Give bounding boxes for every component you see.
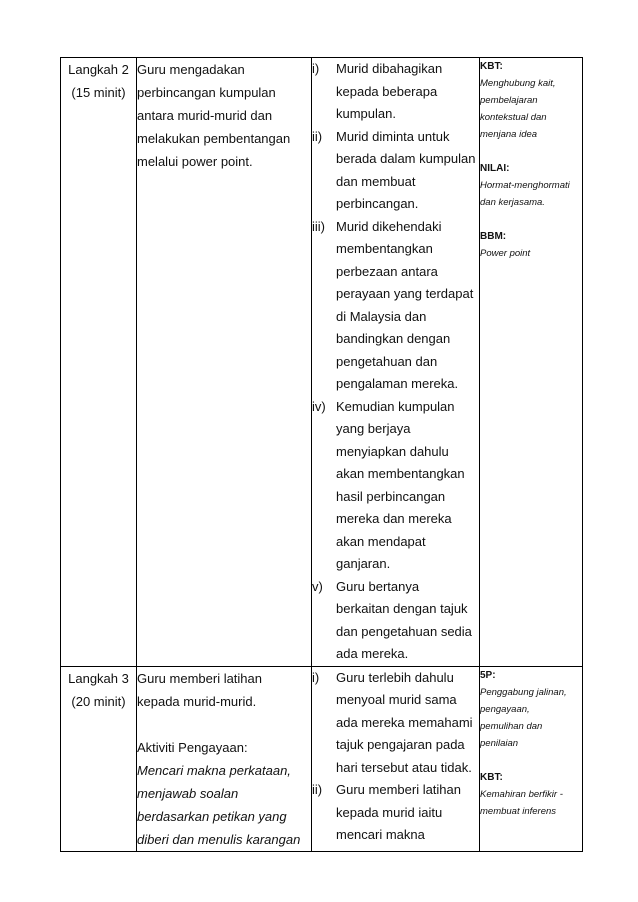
note-heading: 5P: [480,669,496,681]
step-time: (20 minit) [71,693,126,709]
activity-line: Murid dibahagikan [336,61,443,76]
note-line: Power point [480,248,531,259]
enrichment-line: menjawab soalan [137,785,239,801]
enrichment-line: Mencari makna perkataan, [137,762,291,778]
description-line: melalui power point. [137,154,253,169]
description-line: antara murid-murid dan [137,108,273,123]
activity-line: menyiapkan dahulu [336,443,449,459]
activity-line: ganjaran. [336,556,391,571]
lesson-plan-table [60,57,583,852]
table-row [61,666,583,851]
description-line: Guru memberi latihan [137,670,262,686]
activity-line: Guru bertanya [336,578,420,594]
activity-line: yang berjaya [336,421,411,436]
activity-number: i) [312,669,320,685]
activity-line: menyoal murid sama [336,692,457,707]
activities-cell [312,666,480,851]
step-label: Langkah 2 [68,62,129,77]
activity-item [312,667,479,780]
note-line: dan kerjasama. [480,197,545,208]
note-line: kontekstual dan [480,112,547,123]
note-line: penilaian [480,737,519,749]
note-line: Hormat-menghormati [480,180,570,191]
enrichment-label: Aktiviti Pengayaan: [137,739,248,755]
description-line: Guru mengadakan [137,62,245,77]
note-line: Menghubung kait, [480,78,556,89]
activity-item [312,396,479,576]
activity-line: mereka dan mereka [336,511,452,526]
activity-line: dan membuat [336,173,416,189]
notes-cell [480,58,583,667]
activity-number: iv) [312,398,326,414]
activity-line: hasil perbincangan [336,488,446,504]
step-cell [61,58,137,667]
activity-number: v) [312,578,323,594]
description-line: melakukan pembentangan [137,131,291,146]
activity-line: pengalaman mereka. [336,376,459,391]
activity-number: ii) [312,128,323,144]
activity-number: iii) [312,218,325,234]
step-cell [61,666,137,851]
activity-line: berkaitan dengan tajuk [336,601,468,616]
note-line: pemulihan dan [480,720,543,732]
activity-line: Murid diminta untuk [336,128,450,144]
note-line: membuat inferens [480,805,557,817]
activity-item [312,126,479,216]
activities-cell [312,58,480,667]
activity-number: i) [312,61,320,76]
activity-item [312,779,479,847]
activity-line: bandingkan dengan [336,331,451,346]
activity-line: Guru terlebih dahulu [336,669,454,685]
activity-item [312,58,479,126]
description-line: kepada murid-murid. [137,693,257,709]
activity-line: kepada murid iaitu [336,804,443,820]
table-row [61,58,583,667]
activity-line: perbezaan antara [336,263,438,279]
activity-line: ada mereka memahami [336,714,473,730]
activity-line: akan membentangkan [336,466,465,481]
activity-line: Kemudian kumpulan [336,398,455,414]
activity-line: kepada beberapa [336,83,438,99]
activity-line: akan mendapat [336,533,426,549]
note-heading: KBT: [480,61,503,72]
step-label: Langkah 3 [68,670,129,686]
activity-line: berada dalam kumpulan [336,151,476,166]
activity-line: ada mereka. [336,646,409,661]
activity-line: perbincangan. [336,196,419,211]
activity-line: membentangkan [336,241,433,256]
activity-line: Guru memberi latihan [336,782,461,797]
note-heading: KBT: [480,771,503,783]
activity-item [312,216,479,396]
note-line: menjana idea [480,129,538,140]
note-line: pembelajaran [480,95,538,106]
note-line: Kemahiran berfikir - [480,788,563,800]
note-heading: BBM: [480,231,507,242]
activity-line: pengetahuan dan [336,353,438,369]
activity-line: mencari makna [336,827,425,842]
note-line: pengayaan, [480,703,530,715]
step-time: (15 minit) [71,85,126,100]
activity-line: dan pengetahuan sedia [336,623,472,639]
activity-item [312,576,479,666]
description-cell [137,666,312,851]
description-cell [137,58,312,667]
activity-number: ii) [312,782,323,797]
enrichment-line: diberi dan menulis karangan [137,831,301,847]
description-line: perbincangan kumpulan [137,85,276,100]
activity-line: Murid dikehendaki [336,218,442,234]
note-line: Penggabung jalinan, [480,686,567,698]
activity-line: di Malaysia dan [336,308,427,324]
note-heading: NILAI: [480,163,510,174]
activity-line: kumpulan. [336,106,396,121]
activity-line: perayaan yang terdapat [336,286,474,301]
notes-cell [480,666,583,851]
activity-line: hari tersebut atau tidak. [336,759,472,775]
activity-line: tajuk pengajaran pada [336,737,465,752]
enrichment-line: berdasarkan petikan yang [137,808,287,824]
